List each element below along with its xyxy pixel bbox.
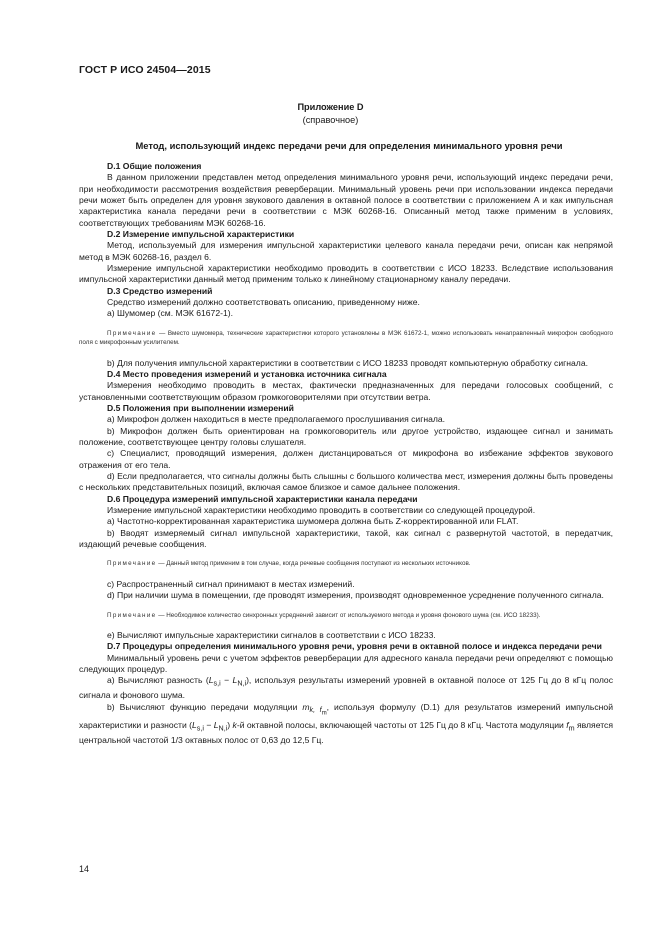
note [79, 611, 613, 620]
note-text: — Данный метод применим в том случае, когда речевые сообщения поступают из нескольких источников. [156, 560, 471, 568]
subscript: N,i [237, 680, 247, 689]
symbol: m [302, 701, 310, 712]
section-heading: D.3 Средство измерений [107, 285, 213, 296]
section-heading: D.5 Положения при выполнении измерений [107, 403, 294, 413]
list-item: а) Частотно-корректированная характеристика шумомера должна быть Z-корректированной или FLAT. [107, 516, 519, 527]
symbol: L [232, 675, 238, 686]
subscript: s,i [213, 680, 221, 689]
document-body [79, 161, 613, 747]
paragraph: Измерение импульсной характеристики необходимо проводить в соответствии со следующей процедурой. [107, 505, 536, 516]
text-run: является центральной частотой 1/3 октавных полос от 0,63 до 12,5 Гц. [79, 720, 613, 746]
symbol: f [566, 720, 569, 731]
mtf-symbol [302, 701, 327, 717]
note-text: — Необходимое количество синхронных усреднений зависит от используемого метода и уровня фонового шума (см. ИСО 18233). [156, 611, 541, 619]
paragraph: В данном приложении представлен метод определения минимального уровня речи, использующий индекс передачи речи, при необходимости рассмотрения воздействия реверберации. Минимальный уровень речи при использовании индекса передачи речи может быть определен для уровня звукового давления в октавной полосе в соответствии с приложением А и как импульсная характеристика канала передачи речи в соответствии с МЭК 60268-16. Описанный метод также применим в условиях, соответствующих требованиям МЭК 60268-16. [79, 172, 613, 228]
list-item: b) Для получения импульсной характеристики в соответствии с ИСО 18233 проводят компьютерную обработку сигнала. [107, 357, 588, 368]
list-item: b) Вводят измеряемый сигнал импульсной характеристики, такой, как сигнал с развернутой частотой, в передатчик, издающий речевые сообщения. [79, 527, 613, 550]
list-item [79, 675, 613, 701]
text-run: ) [227, 720, 233, 731]
text-run: -й октавной полосы, включающей частоты от 125 Гц до 8 кГц. Частота модуляции [236, 720, 567, 731]
note-label: Примечание [107, 560, 157, 568]
section-heading: D.4 Место проведения измерений и установка источника сигнала [107, 368, 387, 379]
page-number: 14 [79, 864, 90, 874]
level-difference-formula [192, 720, 228, 733]
paragraph: Минимальный уровень речи с учетом эффектов реверберации для адресного канала передачи речи определяют с помощью следующих процедур. [79, 652, 613, 674]
symbol: − [220, 675, 233, 686]
list-item [79, 702, 613, 747]
note-text: — Вместо шумомера, технические характеристики которого установлены в МЭК 61672-1, можно использовать ненаправленный микрофон свободного поля с микрофонным усилителем. [79, 329, 613, 347]
text-run: b) Вычисляют функцию передачи модуляции [107, 701, 303, 712]
note-label: Примечание [107, 329, 157, 337]
symbol: L [208, 675, 214, 686]
subscript: m [321, 710, 327, 717]
list-item: b) Микрофон должен быть ориентирован на громкоговоритель или другое устройство, издающее сигнал и занимать положение, соответствующее центру головы слушателя. [79, 425, 613, 448]
note-label: Примечание [107, 611, 157, 619]
list-item: d) Если предполагается, что сигналы должны быть слышны с большого количества мест, измерения должны быть проведены с нескольких представительных позиций, включая самое близкое и самое дальнее положения. [79, 471, 613, 493]
paragraph: Измерения необходимо проводить в местах, фактически предназначенных для передачи голосовых сообщений, с установленными соответствующим образом громкоговорителями при отсутствии ветра. [79, 380, 613, 402]
paragraph: Средство измерений должно соответствовать описанию, приведенному ниже. [107, 297, 420, 308]
subscript: N,i [218, 724, 228, 733]
note [79, 559, 613, 568]
symbol: k [232, 720, 237, 731]
paragraph: Метод, используемый для измерения импульсной характеристики целевого канала передачи речи, описан как непрямой метод в МЭК 60268-16, раздел 6. [79, 240, 613, 262]
symbol: L [213, 720, 219, 731]
symbol: L [192, 720, 197, 731]
list-item: d) При наличии шума в помещении, где проводят измерения, производят одновременное усреднение полученного сигнала. [107, 590, 604, 601]
note [79, 329, 613, 348]
section-heading: D.2 Измерение импульсной характеристики [107, 229, 295, 240]
appendix-label: Приложение D [297, 102, 364, 112]
list-item: а) Шумомер (см. МЭК 61672-1). [107, 308, 234, 319]
text-run: а) Вычисляют разность ( [107, 675, 209, 686]
text-run: , используя формулу (D.1) для результатов измерений импульсной характеристики и разности ( [79, 701, 613, 731]
list-item: c) Специалист, проводящий измерения, должен дистанцироваться от микрофона во избежание эффектов звукового отражения от его тела. [79, 448, 613, 470]
document-header: ГОСТ Р ИСО 24504—2015 [79, 64, 211, 76]
text-run: ), используя результаты измерений уровней в октавной полосе от 125 Гц до 8 кГц полос сигнала и фонового шума. [79, 675, 614, 701]
list-item: а) Микрофон должен находиться в месте предполагаемого прослушивания сигнала. [107, 414, 446, 425]
section-heading: D.1 Общие положения [107, 161, 202, 171]
appendix-title: Метод, использующий индекс передачи речи для определения минимального уровня речи [135, 140, 563, 151]
subscript: s,i [196, 724, 204, 733]
list-item: e) Вычисляют импульсные характеристики сигналов в соответствии с ИСО 18233. [107, 629, 436, 640]
subscript: k, f [309, 706, 322, 715]
level-difference-formula [208, 675, 247, 689]
list-item: c) Распространенный сигнал принимают в местах измерений. [107, 578, 355, 589]
section-heading: D.6 Процедура измерений импульсной характеристики канала передачи [107, 493, 418, 504]
subscript: m [568, 724, 575, 733]
appendix-kind: (справочное) [302, 115, 359, 125]
section-heading: D.7 Процедуры определения минимального уровня речи, уровня речи в октавной полосе и индекса передачи речи [107, 641, 602, 652]
symbol: − [203, 720, 214, 731]
paragraph: Измерение импульсной характеристики необходимо проводить в соответствии с ИСО 18233. Вследствие использования импульсной характеристики данный метод применим только к линейному стационарному каналу передачи. [79, 263, 613, 285]
